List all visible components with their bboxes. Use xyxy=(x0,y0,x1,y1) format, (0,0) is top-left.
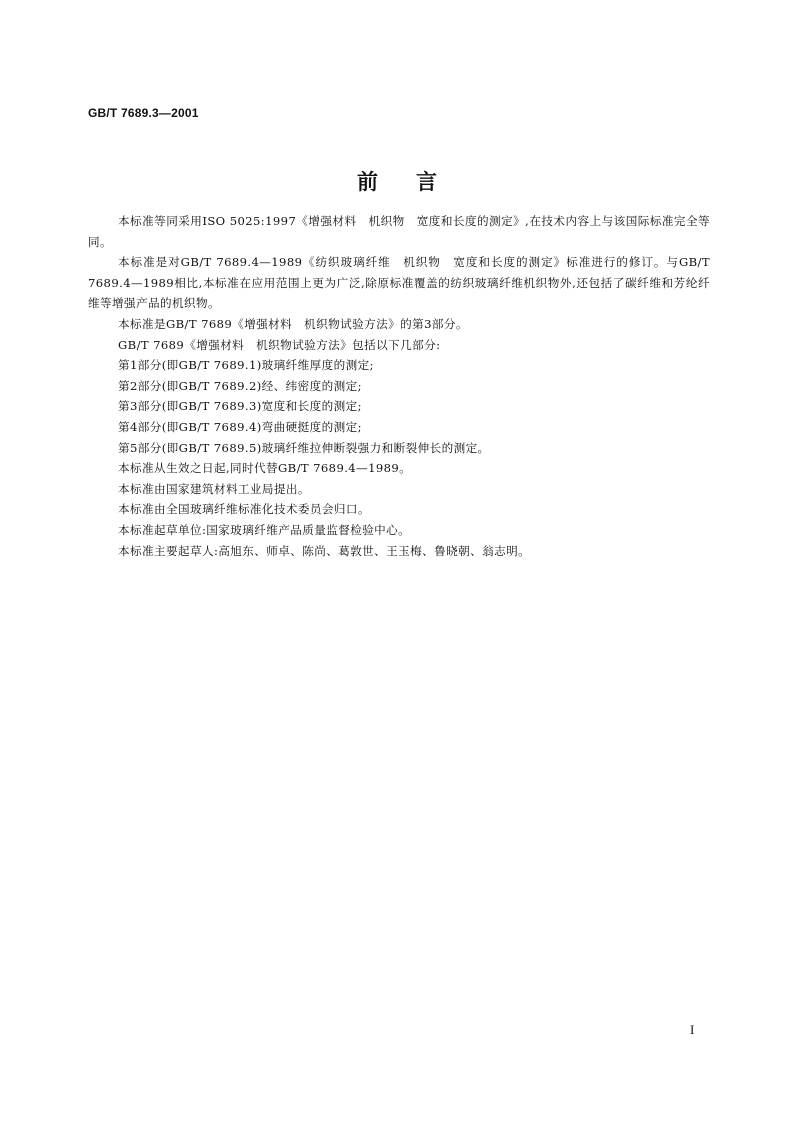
list-item-part-3: 第3部分(即GB/T 7689.3)宽度和长度的测定; xyxy=(118,399,362,414)
foreword-body xyxy=(88,211,710,561)
page-title: 前言 xyxy=(357,170,475,194)
paragraph-part-of-series: 本标准是GB/T 7689《增强材料 机织物试验方法》的第3部分。 xyxy=(118,316,468,331)
paragraph-series-intro: GB/T 7689《增强材料 机织物试验方法》包括以下几部分: xyxy=(118,337,441,352)
list-item-part-2: 第2部分(即GB/T 7689.2)经、纬密度的测定; xyxy=(118,378,362,393)
paragraph-adoption: 本标准等同采用ISO 5025:1997《增强材料 机织物 宽度和长度的测定》,在技术内容上与该国际标准完全等同。 xyxy=(88,214,710,249)
paragraph-revision: 本标准是对GB/T 7689.4—1989《纺织玻璃纤维 机织物 宽度和长度的测定》标准进行的修订。与GB/T 7689.4—1989相比,本标准在应用范围上更为广泛,除原标准覆盖的纺织玻璃纤维机织物外,还包括了碳纤维和芳纶纤维等增强产品的机织物。 xyxy=(88,255,710,311)
paragraph-proposed-by: 本标准由国家建筑材料工业局提出。 xyxy=(118,481,310,496)
paragraph-effective-date: 本标准从生效之日起,同时代替GB/T 7689.4—1989。 xyxy=(118,461,412,476)
standard-number: GB/T 7689.3—2001 xyxy=(88,106,199,120)
list-item-part-5: 第5部分(即GB/T 7689.5)玻璃纤维拉伸断裂强力和断裂伸长的测定。 xyxy=(118,440,490,455)
paragraph-drafting-unit: 本标准起草单位:国家玻璃纤维产品质量监督检验中心。 xyxy=(118,522,411,537)
list-item-part-1: 第1部分(即GB/T 7689.1)玻璃纤维厚度的测定; xyxy=(118,358,374,373)
paragraph-administered-by: 本标准由全国玻璃纤维标准化技术委员会归口。 xyxy=(118,502,370,517)
paragraph-drafters: 本标准主要起草人:高旭东、师卓、陈尚、葛敦世、王玉梅、鲁晓朝、翁志明。 xyxy=(118,543,531,558)
list-item-part-4: 第4部分(即GB/T 7689.4)弯曲硬挺度的测定; xyxy=(118,419,362,434)
page-number: I xyxy=(690,1022,695,1037)
